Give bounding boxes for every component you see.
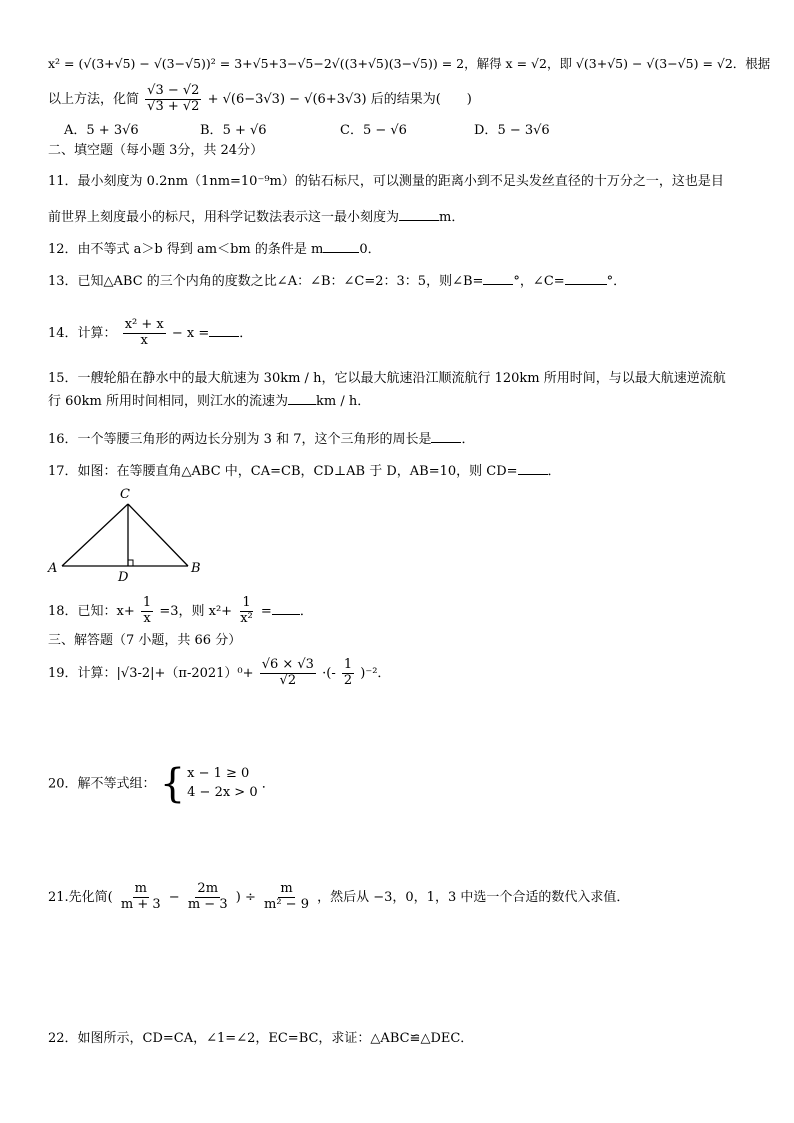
q20-inequality-system: { x − 1 ≥ 0 4 − 2x > 0 [159, 761, 258, 807]
q21-fraction-3: $\frac{m}{\text{m² − 9}}$ [264, 881, 309, 912]
q15-answer-blank[interactable] [288, 392, 316, 405]
option-c[interactable]: C．5 − √6 [340, 123, 407, 138]
q15-line2: 行 60km 所用时间相同，则江水的流速为 km / h． [48, 394, 371, 409]
option-a[interactable]: A．5 + 3√6 [64, 123, 139, 138]
vertex-c-label: C [120, 487, 130, 502]
q14-answer-blank[interactable] [209, 324, 239, 337]
q10-line2 [48, 84, 754, 115]
q14-fraction: $\frac{\text{x² + x}}{x}$ [124, 317, 164, 348]
right-angle-mark [128, 560, 133, 566]
q17: 17．如图：在等腰直角△ABC 中，CA=CB，CD⊥AB 于 D，AB=10，则 CD= ． [48, 464, 561, 479]
vertex-b-label: B [191, 561, 201, 576]
q19-fraction-2: $\frac{1}{2}$ [343, 657, 353, 688]
q12: 12．由不等式 a＞b 得到 am＜bm 的条件是 m 0． [48, 242, 381, 257]
q16: 16．一个等腰三角形的两边长分别为 3 和 7，这个三角形的周长是 ． [48, 432, 475, 447]
q22: 22．如图所示，CD=CA，∠1=∠2，EC=BC，求证：△ABC≌△DEC． [48, 1031, 474, 1046]
option-d[interactable]: D．5 − 3√6 [474, 123, 550, 138]
q18-fraction-1: $\frac{1}{x}$ [142, 595, 152, 626]
q17-answer-blank[interactable] [518, 462, 548, 475]
section3-title: 三、解答题（7 小题，共 66 分） [48, 633, 242, 648]
vertex-a-label: A [48, 561, 58, 576]
option-b[interactable]: B．5 + √6 [200, 123, 267, 138]
triangle-figure [40, 482, 220, 586]
q19-fraction-1: $\frac{√6 \times √3}{√2}$ [261, 657, 314, 688]
q13-blank-c[interactable] [565, 272, 607, 285]
q11-line1: 11．最小刻度为 0.2nm（1nm=10⁻⁹m）的钻石标尺，可以测量的距离小到不足头发丝直径的十万分之一，这也是目 [48, 174, 724, 189]
q13-blank-b[interactable] [483, 272, 513, 285]
q18-answer-blank[interactable] [272, 602, 300, 615]
q15-line1: 15．一艘轮船在静水中的最大航速为 30km / h，它以最大航速沿江顺流航行 120km 所用时间，与以最大航速逆流航 [48, 371, 726, 386]
brace-icon: { [159, 761, 186, 807]
q10-line2-tail: 后的结果为( ) [370, 91, 472, 107]
side-ac [62, 504, 128, 566]
q10-fraction: $\frac{√3 - √2}{√3 + √2}$ [147, 83, 200, 114]
q10-line1: x² = (√(3+√5) − √(3−√5))² = 3+√5+3−√5−2√((3+√5)(3−√5)) = 2，解得 x = √2，即 √(3+√5) − √(3−√5) = √2．根据 [48, 56, 771, 71]
q12-answer-blank[interactable] [323, 240, 359, 253]
q21: 21.先化简( $\frac{m}{m + 3}$ − $\frac{2m}{m - 3}$ ) ÷ $\frac{m}{\text{m² − 9}}$ ，然后从 −3，0，1，3 中选一个合适的数代入求值． [48, 881, 630, 912]
q10-line2-mid: + √(6−3√3) − √(6+3√3) [207, 91, 367, 107]
q11-answer-blank[interactable] [399, 208, 439, 221]
side-bc [128, 504, 188, 566]
vertex-d-label: D [118, 570, 129, 585]
q21-fraction-2: $\frac{2m}{m - 3}$ [187, 881, 228, 912]
q19: 19．计算：|√3-2|+（π-2021）⁰+ $\frac{√6 \times √3}{√2}$ ·(- $\frac{1}{2}$ )⁻²． [48, 657, 391, 688]
q11-line2: 前世界上刻度最小的标尺，用科学记数法表示这一最小刻度为 m． [48, 210, 465, 225]
q10-line2-lead: 以上方法，化简 [48, 91, 140, 107]
q16-answer-blank[interactable] [431, 430, 461, 443]
q20: 20．解不等式组： { x − 1 ≥ 0 4 − 2x > 0 ． [48, 761, 275, 807]
q13: 13．已知△ABC 的三个内角的度数之比∠A：∠B：∠C=2：3：5，则∠B= °，∠C= °． [48, 274, 627, 289]
q18: 18．已知：x+ $\frac{1}{x}$ =3，则 x²+ $\frac{1}{\text{x²}}$ = ． [48, 595, 313, 626]
q18-fraction-2: $\frac{1}{\text{x²}}$ [240, 595, 253, 626]
q14: 14．计算： $\frac{\text{x² + x}}{x}$ − x = ． [48, 317, 253, 348]
q21-fraction-1: $\frac{m}{m + 3}$ [120, 881, 161, 912]
section2-title: 二、填空题（每小题 3分，共 24分） [48, 143, 264, 158]
